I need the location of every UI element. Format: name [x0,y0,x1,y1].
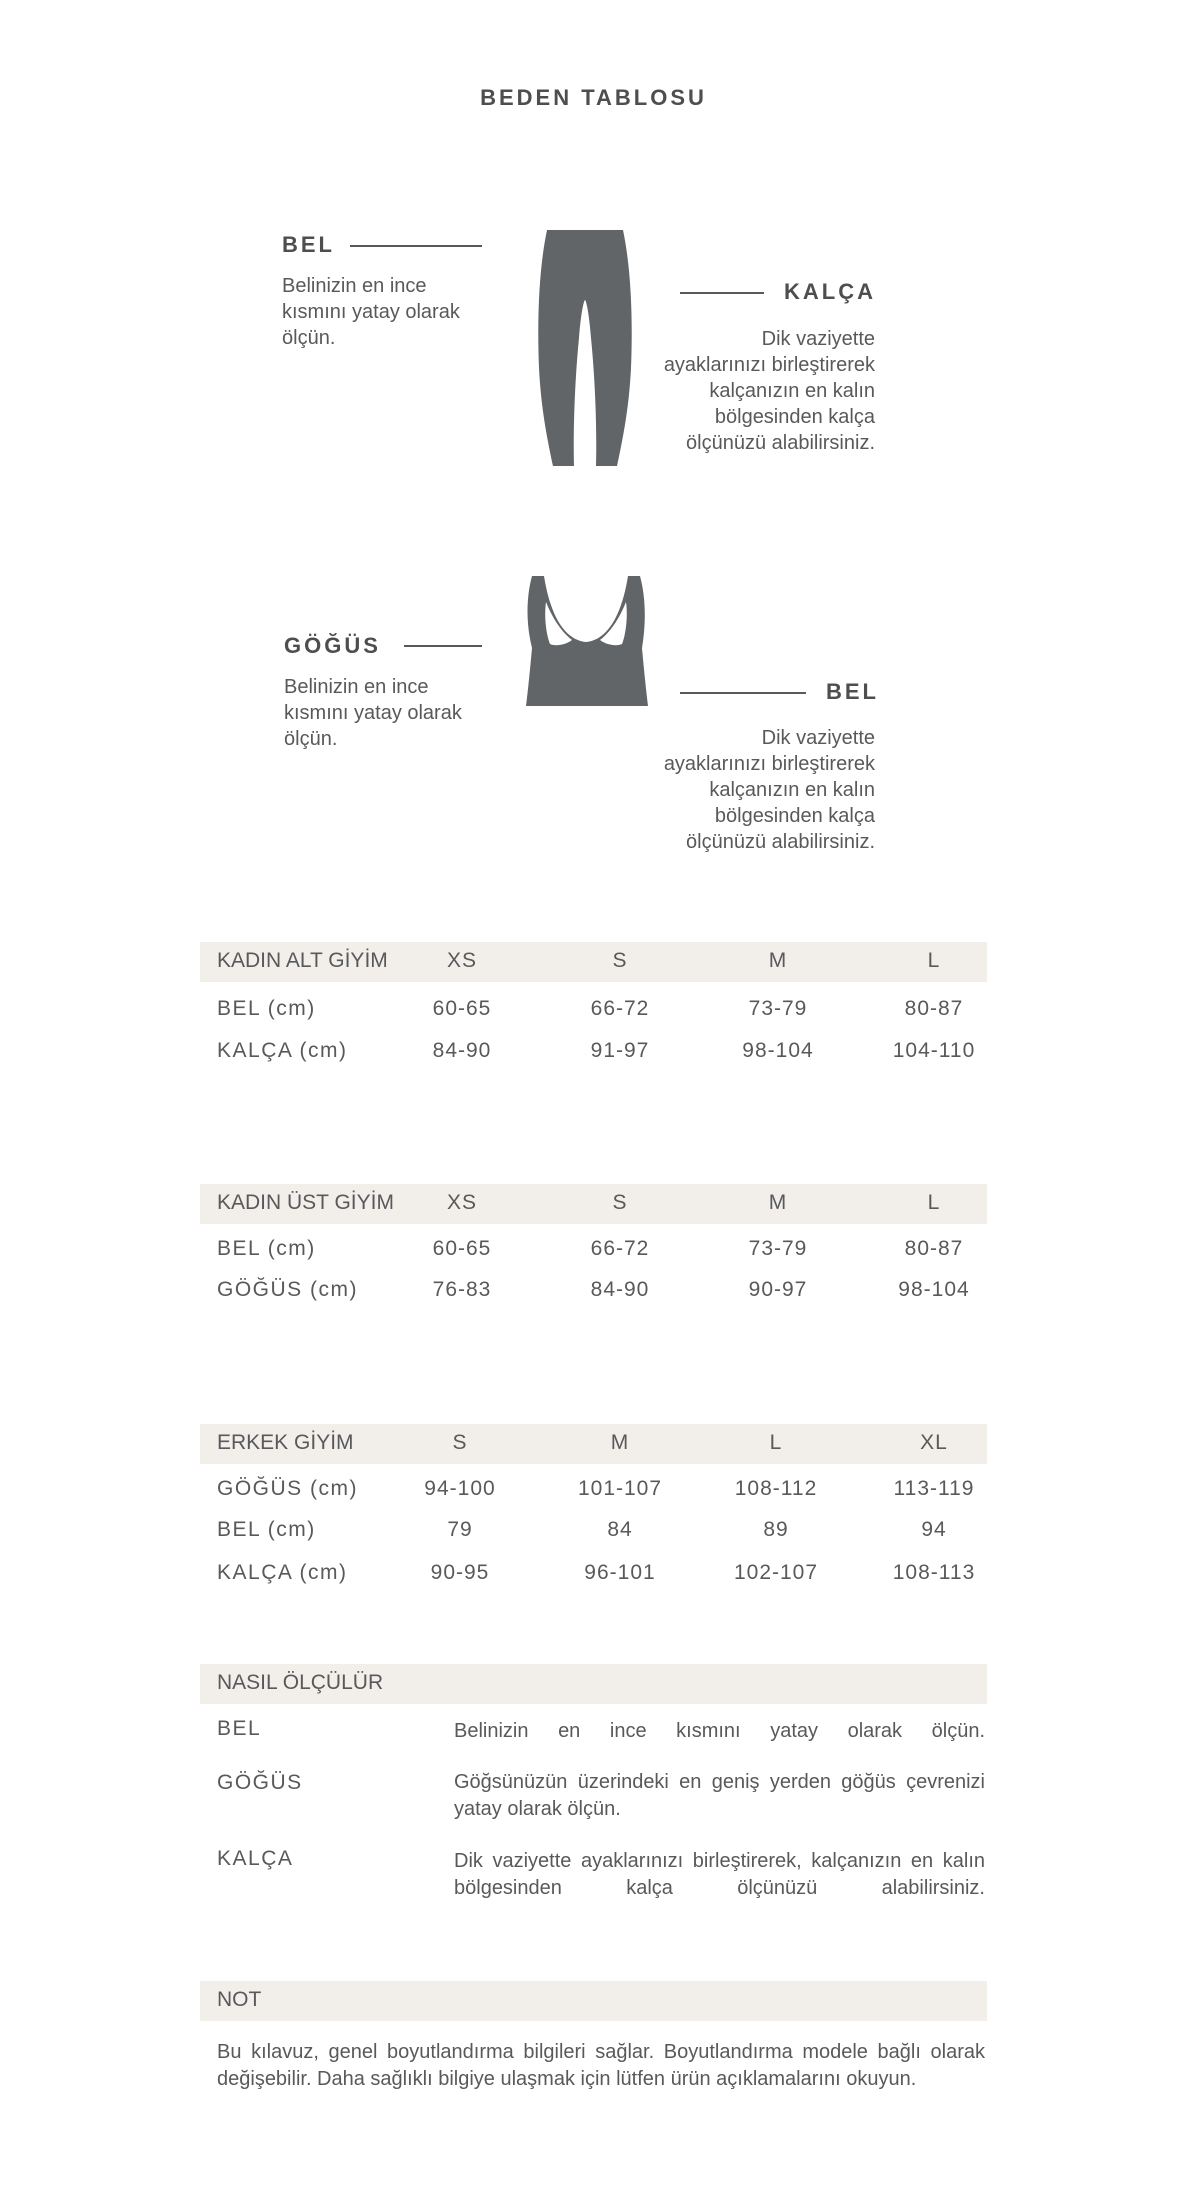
table-cell: 84-90 [590,1278,650,1301]
row-label: BEL (cm) [217,997,316,1020]
note-title: NOT [217,1988,262,2011]
table-cell: 60-65 [432,997,492,1020]
row-label: BEL (cm) [217,1518,316,1541]
table-cell: 98-104 [742,1039,814,1062]
top-left-line [404,645,482,647]
table-cell: 108-113 [892,1561,976,1584]
sports-bra-icon [524,574,648,708]
how-to-label: GÖĞÜS [217,1771,303,1794]
how-to-title: NASIL ÖLÇÜLÜR [217,1671,384,1694]
table-title: KADIN ÜST GİYİM [217,1191,394,1214]
table-cell: 113-119 [893,1477,975,1500]
size-header: M [768,1191,788,1214]
table-cell: 101-107 [577,1477,663,1500]
bottom-right-text: Dik vaziyette ayaklarınızı birleştirerek kalçanızın en kalın bölgesinden kalça ölçünüzü alabilirsiniz. [663,328,875,454]
bottom-left-line [350,245,482,247]
table-cell: 104-110 [892,1039,976,1062]
how-to-text: Belinizin en ince kısmını yatay olarak ölçün. [454,1720,985,1742]
top-left-heading: GÖĞÜS [284,633,381,658]
top-left-text: Belinizin en ince kısmını yatay olarak ölçün. [284,676,462,750]
how-to-text: Göğsünüzün üzerindeki en geniş yerden göğüs çevrenizi yatay olarak ölçün. [454,1771,985,1820]
size-header: XL [920,1431,948,1454]
table-cell: 94 [921,1518,947,1541]
table-cell: 90-97 [748,1278,808,1301]
table-cell: 73-79 [748,997,808,1020]
bottom-right-heading: KALÇA [784,279,876,304]
table-cell: 84-90 [432,1039,492,1062]
table-cell: 60-65 [432,1237,492,1260]
table-cell: 98-104 [898,1278,970,1301]
top-right-heading: BEL [826,679,879,704]
table-cell: 73-79 [748,1237,808,1260]
size-header: S [452,1431,468,1454]
table-cell: 80-87 [904,1237,964,1260]
size-header: L [927,1191,941,1214]
table-cell: 80-87 [904,997,964,1020]
row-label: GÖĞÜS (cm) [217,1477,358,1500]
how-to-label: KALÇA [217,1847,294,1870]
size-header: XS [446,949,478,972]
table-cell: 91-97 [590,1039,650,1062]
how-to-text: Dik vaziyette ayaklarınızı birleştirerek, kalçanızın en kalın bölgesinden kalça ölçünüzü alabilirsiniz. [454,1850,985,1899]
table-cell: 76-83 [432,1278,492,1301]
bottom-right-line [680,292,764,294]
size-header: L [769,1431,783,1454]
table-cell: 96-101 [584,1561,656,1584]
table-cell: 89 [763,1518,789,1541]
size-header: M [610,1431,630,1454]
table-cell: 84 [607,1518,633,1541]
row-label: BEL (cm) [217,1237,316,1260]
row-label: GÖĞÜS (cm) [217,1278,358,1301]
table-cell: 66-72 [590,997,650,1020]
table-cell: 102-107 [733,1561,819,1584]
table-cell: 79 [447,1518,473,1541]
table-cell: 94-100 [424,1477,496,1500]
top-right-text: Dik vaziyette ayaklarınızı birleştirerek kalçanızın en kalın bölgesinden kalça ölçünüzü alabilirsiniz. [663,727,875,853]
table-title: KADIN ALT GİYİM [217,949,388,972]
row-label: KALÇA (cm) [217,1039,348,1062]
table-cell: 108-112 [734,1477,818,1500]
table-cell: 66-72 [590,1237,650,1260]
page-title: BEDEN TABLOSU [480,85,707,110]
row-label: KALÇA (cm) [217,1561,348,1584]
size-header: L [927,949,941,972]
size-header: S [612,949,628,972]
note-header-band [200,1981,987,2021]
table-cell: 90-95 [430,1561,490,1584]
size-header: M [768,949,788,972]
bottom-left-text: Belinizin en ince kısmını yatay olarak ölçün. [282,275,460,349]
bottom-left-heading: BEL [282,232,335,257]
note-text: Bu kılavuz, genel boyutlandırma bilgileri sağlar. Boyutlandırma modele bağlı olarak değişebilir. Daha sağlıklı bilgiye ulaşmak için lütfen ürün açıklamalarını okuyun. [217,2041,985,2090]
top-right-line [680,692,806,694]
how-to-label: BEL [217,1717,262,1740]
size-header: S [612,1191,628,1214]
table-title: ERKEK GİYİM [217,1431,354,1454]
size-header: XS [446,1191,478,1214]
